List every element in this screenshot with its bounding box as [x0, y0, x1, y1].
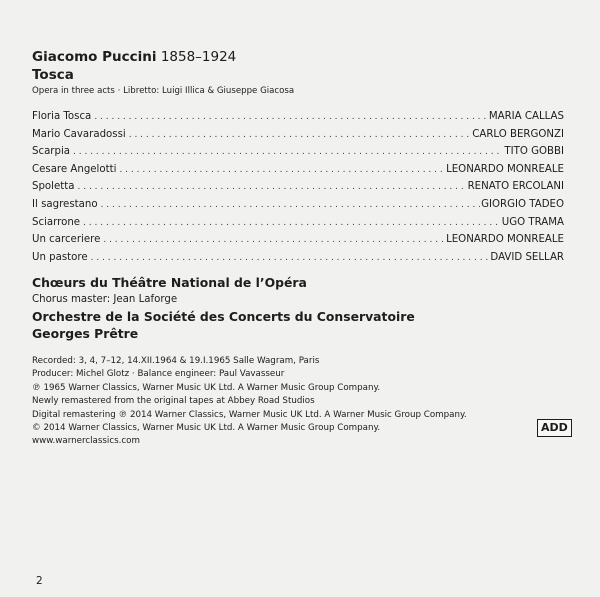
cast-role: Sciarrone [32, 216, 81, 228]
cast-singer: RENATO ERCOLANI [467, 181, 564, 193]
cast-role: Scarpia [32, 146, 71, 158]
p-line: ℗ 1965 Warner Classics, Warner Music UK Ltd. A Warner Music Group Company. [32, 382, 381, 393]
leader-dots [103, 235, 445, 245]
cast-row [32, 199, 564, 217]
producer-line: Producer: Michel Glotz · Balance engineer: Paul Vavasseur [32, 369, 285, 380]
remastered-line: Newly remastered from the original tapes at Abbey Road Studios [32, 396, 315, 407]
page-number: 2 [36, 575, 43, 587]
orchestra-name: Orchestre de la Société des Concerts du Conservatoire [32, 309, 415, 324]
leader-dots [129, 130, 472, 140]
cast-row [32, 181, 564, 199]
cast-singer: MARIA CALLAS [488, 111, 564, 122]
copyright-line: © 2014 Warner Classics, Warner Music UK Ltd. A Warner Music Group Company. [32, 423, 381, 434]
composer-years: 1858–1924 [160, 49, 237, 65]
work-subtitle: Opera in three acts · Libretto: Luigi Illica & Giuseppe Giacosa [32, 86, 295, 96]
cast-row [32, 129, 564, 147]
cast-singer: GIORGIO TADEO [481, 198, 564, 210]
composer-name: Giacomo Puccini [32, 49, 157, 65]
cast-role: Un pastore [32, 251, 88, 263]
cast-singer: TITO GOBBI [504, 146, 564, 158]
cast-singer: LEONARDO MONREALE [446, 163, 564, 175]
leader-dots [94, 112, 488, 122]
cast-singer: LEONARDO MONREALE [446, 234, 564, 246]
composer-line [32, 49, 236, 65]
cast-singer: UGO TRAMA [501, 216, 564, 228]
website-line: www.warnerclassics.com [32, 436, 140, 447]
cast-role: Spoletta [32, 181, 75, 193]
cast-role: Un carceriere [32, 234, 101, 246]
credits-block [32, 355, 552, 449]
leader-dots [119, 165, 445, 175]
cast-role: Cesare Angelotti [32, 163, 117, 175]
ensembles-block [32, 274, 552, 342]
cast-row [32, 146, 564, 164]
chorus-name: Chœurs du Théâtre National de l’Opéra [32, 275, 307, 290]
leader-dots [73, 147, 503, 157]
cast-singer: DAVID SELLAR [490, 251, 564, 263]
cast-list [32, 111, 564, 269]
leader-dots [101, 200, 481, 210]
cast-role: Mario Cavaradossi [32, 128, 126, 140]
cast-row [32, 164, 564, 182]
leader-dots [78, 182, 467, 192]
cast-row [32, 252, 564, 270]
cast-role: Il sagrestano [32, 198, 98, 210]
cast-singer: CARLO BERGONZI [472, 128, 564, 140]
recorded-line: Recorded: 3, 4, 7–12, 14.XII.1964 & 19.I.1965 Salle Wagram, Paris [32, 356, 320, 366]
digital-remastering-line: Digital remastering ℗ 2014 Warner Classics, Warner Music UK Ltd. A Warner Music Group Company. [32, 409, 467, 420]
conductor-name: Georges Prêtre [32, 326, 139, 341]
cast-role: Floria Tosca [32, 111, 92, 122]
add-badge: ADD [537, 419, 572, 437]
work-title: Tosca [32, 67, 74, 83]
leader-dots [91, 253, 490, 263]
cast-row [32, 111, 564, 129]
cast-row [32, 217, 564, 235]
cast-row [32, 234, 564, 252]
chorus-master: Chorus master: Jean Laforge [32, 294, 178, 305]
leader-dots [83, 218, 501, 228]
